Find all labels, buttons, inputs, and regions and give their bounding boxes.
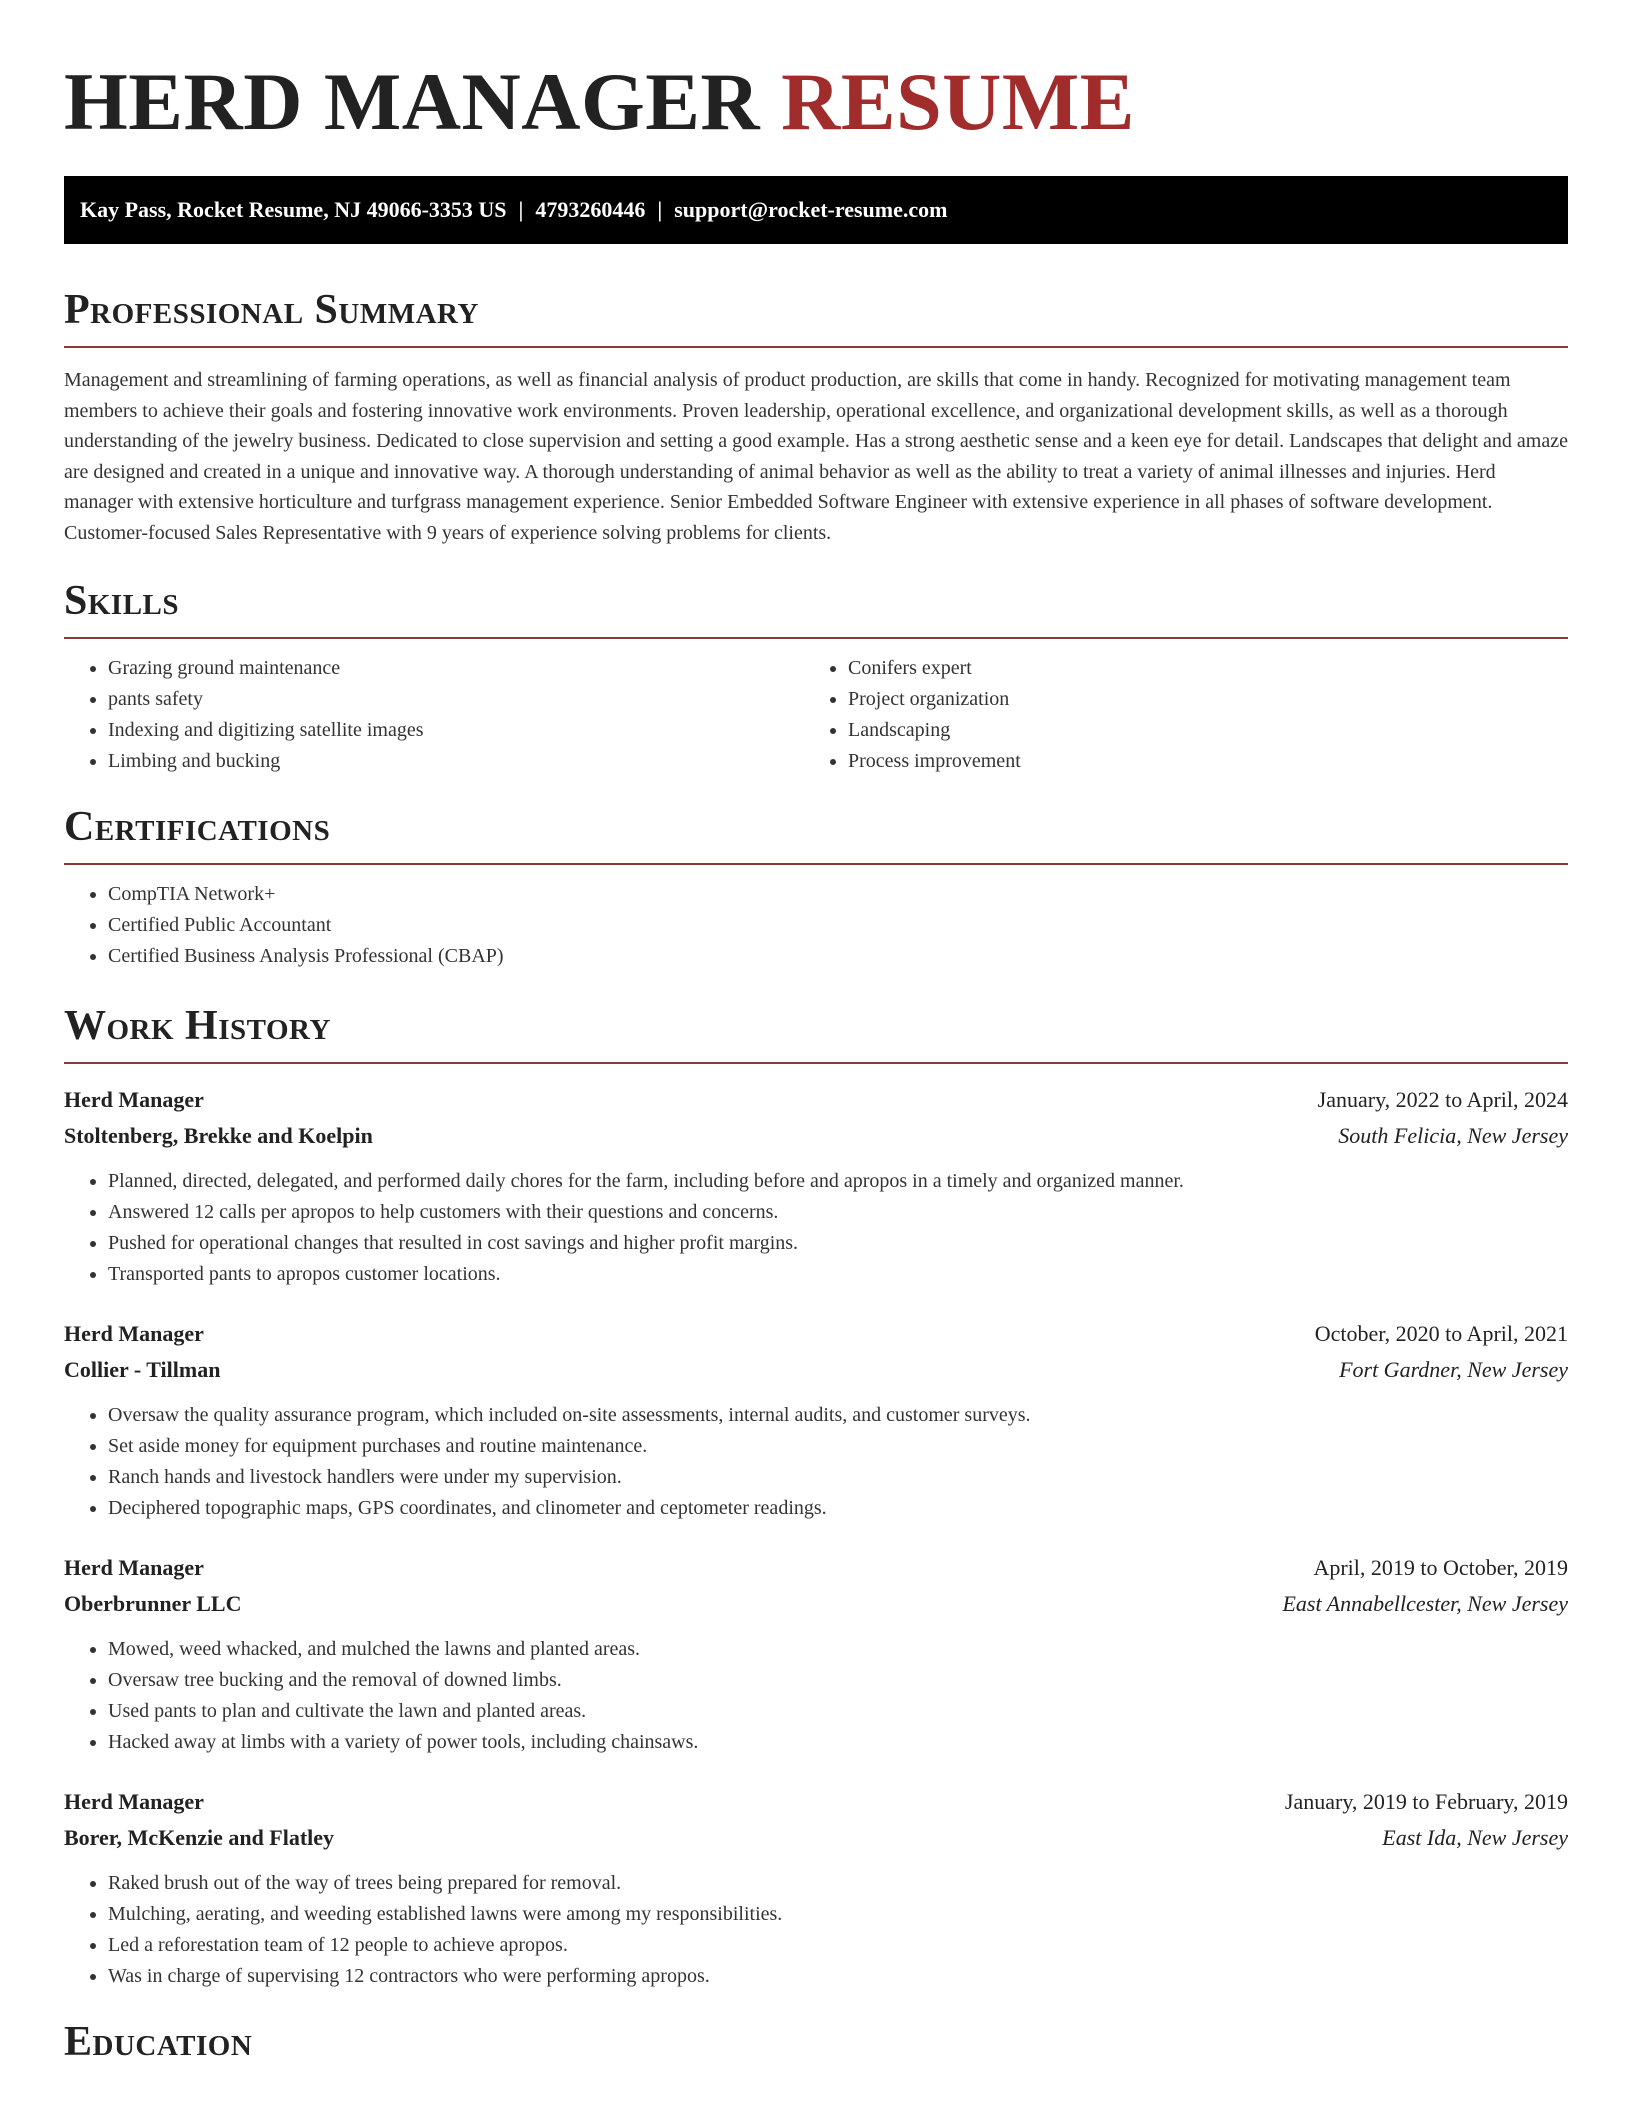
job-bullet: • Mowed, weed whacked, and mulched the lawns and planted areas. [108, 1634, 1568, 1665]
skills-list-left [64, 653, 804, 777]
job-row [64, 1784, 1568, 1820]
job-bullets [64, 1388, 1568, 1524]
section-heading-work-history: Work History [64, 1002, 331, 1049]
title-main: HERD MANAGER [64, 56, 761, 147]
job-title: Herd Manager [64, 1086, 204, 1112]
education-section [64, 2018, 1568, 2066]
job-row [64, 1586, 1568, 1622]
job-company: Collier - Tillman [64, 1356, 221, 1382]
job-company: Borer, McKenzie and Flatley [64, 1824, 335, 1850]
job-bullet: • Oversaw the quality assurance program, which included on-site assessments, internal audits, and customer surveys. [108, 1400, 1568, 1431]
section-divider [64, 1062, 1568, 1064]
job-bullet: • Transported pants to apropos customer locations. [108, 1259, 1568, 1290]
skill-item: • Project organization [848, 684, 1568, 715]
contact-phone: 4793260446 [535, 197, 646, 222]
job-bullet: • Pushed for operational changes that resulted in cost savings and higher profit margins. [108, 1228, 1568, 1259]
contact-bar [64, 176, 1568, 244]
job-title: Herd Manager [64, 1554, 204, 1580]
contact-email: support@rocket-resume.com [674, 197, 948, 222]
job-dates: April, 2019 to October, 2019 [1313, 1554, 1568, 1580]
job-company: Oberbrunner LLC [64, 1590, 242, 1616]
job-bullet: • Mulching, aerating, and weeding established lawns were among my responsibilities. [108, 1899, 1568, 1930]
skills-list-right [804, 653, 1568, 777]
certification-item: • Certified Public Accountant [108, 910, 1568, 941]
job-location: South Felicia, New Jersey [1338, 1122, 1568, 1148]
job-company: Stoltenberg, Brekke and Koelpin [64, 1122, 373, 1148]
job-bullet: • Ranch hands and livestock handlers were under my supervision. [108, 1462, 1568, 1493]
job-row [64, 1118, 1568, 1154]
contact-address: Kay Pass, Rocket Resume, NJ 49066-3353 US [80, 197, 507, 222]
title-accent: RESUME [781, 56, 1135, 147]
job-location: Fort Gardner, New Jersey [1339, 1356, 1568, 1382]
contact-separator: | [518, 197, 524, 222]
job-row [64, 1082, 1568, 1118]
section-heading-education: Education [64, 2018, 253, 2065]
job-bullets [64, 1856, 1568, 1992]
job-bullet: • Led a reforestation team of 12 people to achieve apropos. [108, 1930, 1568, 1961]
job-title: Herd Manager [64, 1788, 204, 1814]
job-entry [64, 1082, 1568, 1290]
job-row [64, 1316, 1568, 1352]
job-bullets [64, 1154, 1568, 1290]
job-bullet: • Used pants to plan and cultivate the lawn and planted areas. [108, 1696, 1568, 1727]
skill-item: • Landscaping [848, 715, 1568, 746]
section-heading-certifications: Certifications [64, 803, 331, 850]
job-bullet: • Deciphered topographic maps, GPS coordinates, and clinometer and ceptometer readings. [108, 1493, 1568, 1524]
certifications-section [64, 803, 1568, 972]
job-location: East Ida, New Jersey [1382, 1824, 1568, 1850]
job-title: Herd Manager [64, 1320, 204, 1346]
job-bullets [64, 1622, 1568, 1758]
job-bullet: • Planned, directed, delegated, and performed daily chores for the farm, including before and apropos in a timely and organized manner. [108, 1166, 1568, 1197]
job-entry [64, 1784, 1568, 1992]
job-dates: January, 2019 to February, 2019 [1284, 1788, 1568, 1814]
job-entry [64, 1316, 1568, 1524]
summary-text: Management and streamlining of farming operations, as well as financial analysis of product production, are skills that come in handy. Recognized for motivating management team members to achieve their goals and fostering innovative work environments. Proven leadership, operational excellence, and organizational development skills, as well as a thorough understanding of the jewelry business. Dedicated to close supervision and setting a good example. Has a strong aesthetic sense and a keen eye for detail. Landscapes that delight and amaze are designed and created in a unique and innovative way. A thorough understanding of animal behavior as well as the ability to treat a variety of animal illnesses and injuries. Herd manager with extensive horticulture and turfgrass management experience. Senior Embedded Software Engineer with extensive experience in all phases of software development. Customer-focused Sales Representative with 9 years of experience solving problems for clients. [64, 369, 1568, 544]
contact-separator: | [657, 197, 663, 222]
section-heading-skills: Skills [64, 577, 180, 624]
job-entry [64, 1550, 1568, 1758]
job-row [64, 1352, 1568, 1388]
skills-grid [64, 639, 1568, 777]
job-bullet: • Raked brush out of the way of trees being prepared for removal. [108, 1868, 1568, 1899]
resume-title [64, 0, 1568, 148]
skills-section [64, 577, 1568, 777]
skill-item: • Grazing ground maintenance [108, 653, 804, 684]
certification-item: • Certified Business Analysis Professional (CBAP) [108, 941, 1568, 972]
work-history-section [64, 1002, 1568, 1992]
skill-item: • Conifers expert [848, 653, 1568, 684]
skill-item: • Indexing and digitizing satellite images [108, 715, 804, 746]
job-dates: January, 2022 to April, 2024 [1317, 1086, 1568, 1112]
job-bullet: • Oversaw tree bucking and the removal of downed limbs. [108, 1665, 1568, 1696]
skill-item: • Process improvement [848, 746, 1568, 777]
certifications-list [64, 865, 1568, 972]
job-row [64, 1820, 1568, 1856]
job-bullet: • Was in charge of supervising 12 contractors who were performing apropos. [108, 1961, 1568, 1992]
job-row [64, 1550, 1568, 1586]
job-bullet: • Answered 12 calls per apropos to help customers with their questions and concerns. [108, 1197, 1568, 1228]
section-heading-summary: Professional Summary [64, 287, 479, 333]
skill-item: • pants safety [108, 684, 804, 715]
job-bullet: • Hacked away at limbs with a variety of power tools, including chainsaws. [108, 1727, 1568, 1758]
job-location: East Annabellcester, New Jersey [1282, 1590, 1568, 1616]
job-bullet: • Set aside money for equipment purchases and routine maintenance. [108, 1431, 1568, 1462]
job-dates: October, 2020 to April, 2021 [1314, 1320, 1568, 1346]
skill-item: • Limbing and bucking [108, 746, 804, 777]
certification-item: • CompTIA Network+ [108, 879, 1568, 910]
summary-section [64, 286, 1568, 549]
